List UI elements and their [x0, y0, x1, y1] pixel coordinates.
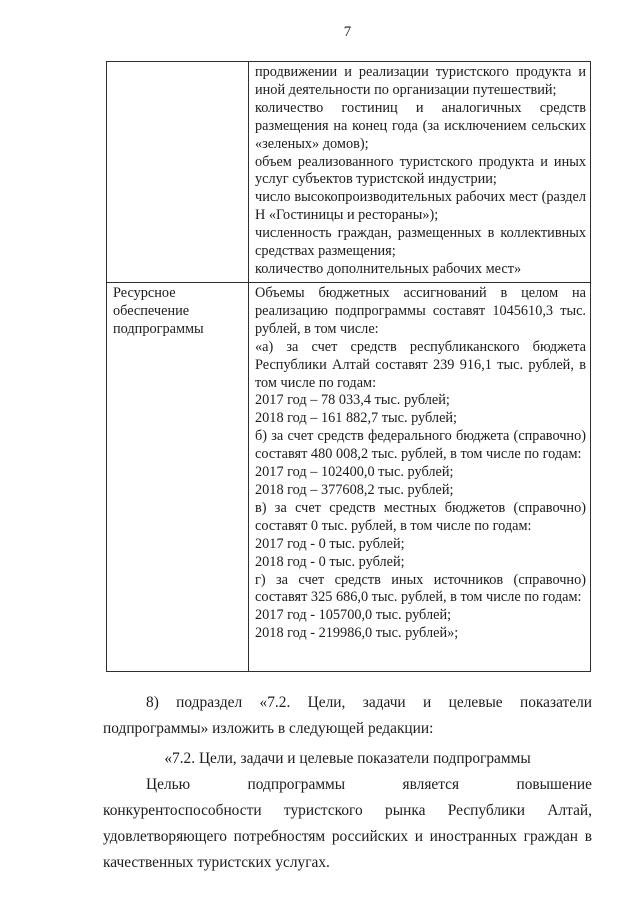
- table-text-line: 2018 год - 219986,0 тыс. рублей»;: [255, 625, 459, 642]
- table-text-line: численность граждан, размещенных в коллективных средствах размещения;: [255, 225, 586, 260]
- table-text-line: г) за счет средств иных источников (справочно) составят 325 686,0 тыс. рублей, в том числе по годам:: [255, 571, 586, 606]
- table-text-line: объем реализованного туристского продукта и иных услуг субъектов туристской индустрии;: [255, 153, 586, 188]
- table-text-line: 2017 год – 78 033,4 тыс. рублей;: [255, 392, 450, 409]
- paragraph-goal: Целью подпрограммы является повышение конкурентоспособности туристского рынка Республики Алтай, удовлетворяющего потребностям российских и иностранных граждан в качественных туристских услугах.: [103, 776, 592, 871]
- table-text-line: 2018 год – 161 882,7 тыс. рублей;: [255, 410, 458, 427]
- table-text-line: 2018 год – 377608,2 тыс. рублей;: [255, 481, 454, 498]
- table-text-line: количество дополнительных рабочих мест»: [255, 260, 522, 277]
- table-text-line: число высокопроизводительных рабочих мест (раздел Н «Гостиницы и рестораны»);: [255, 189, 586, 224]
- table-text-line: «а) за счет средств республиканского бюджета Республики Алтай составят 239 916,1 тыс. рублей, в том числе по годам:: [255, 338, 586, 391]
- table-text-line: количество гостиниц и аналогичных средств размещения на конец года (за исключением сельских «зеленых» домов);: [255, 99, 586, 152]
- table-text-line: 2018 год - 0 тыс. рублей;: [255, 553, 405, 570]
- table-cell-row2-content: [249, 283, 591, 672]
- document-table: [106, 61, 591, 672]
- table-text-line: 2017 год - 105700,0 тыс. рублей;: [255, 607, 452, 624]
- table-text-line: в) за счет средств местных бюджетов (справочно) составят 0 тыс. рублей, в том числе по годам:: [255, 499, 586, 534]
- section-heading-7-2: «7.2. Цели, задачи и целевые показатели подпрограммы: [164, 750, 531, 767]
- table-text-line: продвижении и реализации туристского продукта и иной деятельности по организации путешествий;: [255, 64, 586, 98]
- table-text-line: Объемы бюджетных ассигнований в целом на реализацию подпрограммы составят 1045610,3 тыс. рублей, в том числе:: [255, 285, 586, 337]
- document-body: [103, 690, 592, 876]
- table-text-line: 2017 год – 102400,0 тыс. рублей;: [255, 464, 454, 481]
- paragraph-8: 8) подраздел «7.2. Цели, задачи и целевые показатели подпрограммы» изложить в следующей редакции:: [103, 694, 592, 737]
- table-cell-row1-content: [249, 62, 591, 283]
- table-text-line: б) за счет средств федерального бюджета (справочно) составят 480 008,2 тыс. рублей, в том числе по годам:: [255, 428, 586, 463]
- table-cell-row2-label: Ресурсное обеспечение подпрограммы: [107, 283, 249, 672]
- table-text-line: 2017 год - 0 тыс. рублей;: [255, 535, 405, 552]
- table-row-indicators: [107, 62, 591, 283]
- table-cell-row1-label: [107, 62, 249, 283]
- table-row-resources: [107, 283, 591, 672]
- page-number: 7: [343, 24, 352, 40]
